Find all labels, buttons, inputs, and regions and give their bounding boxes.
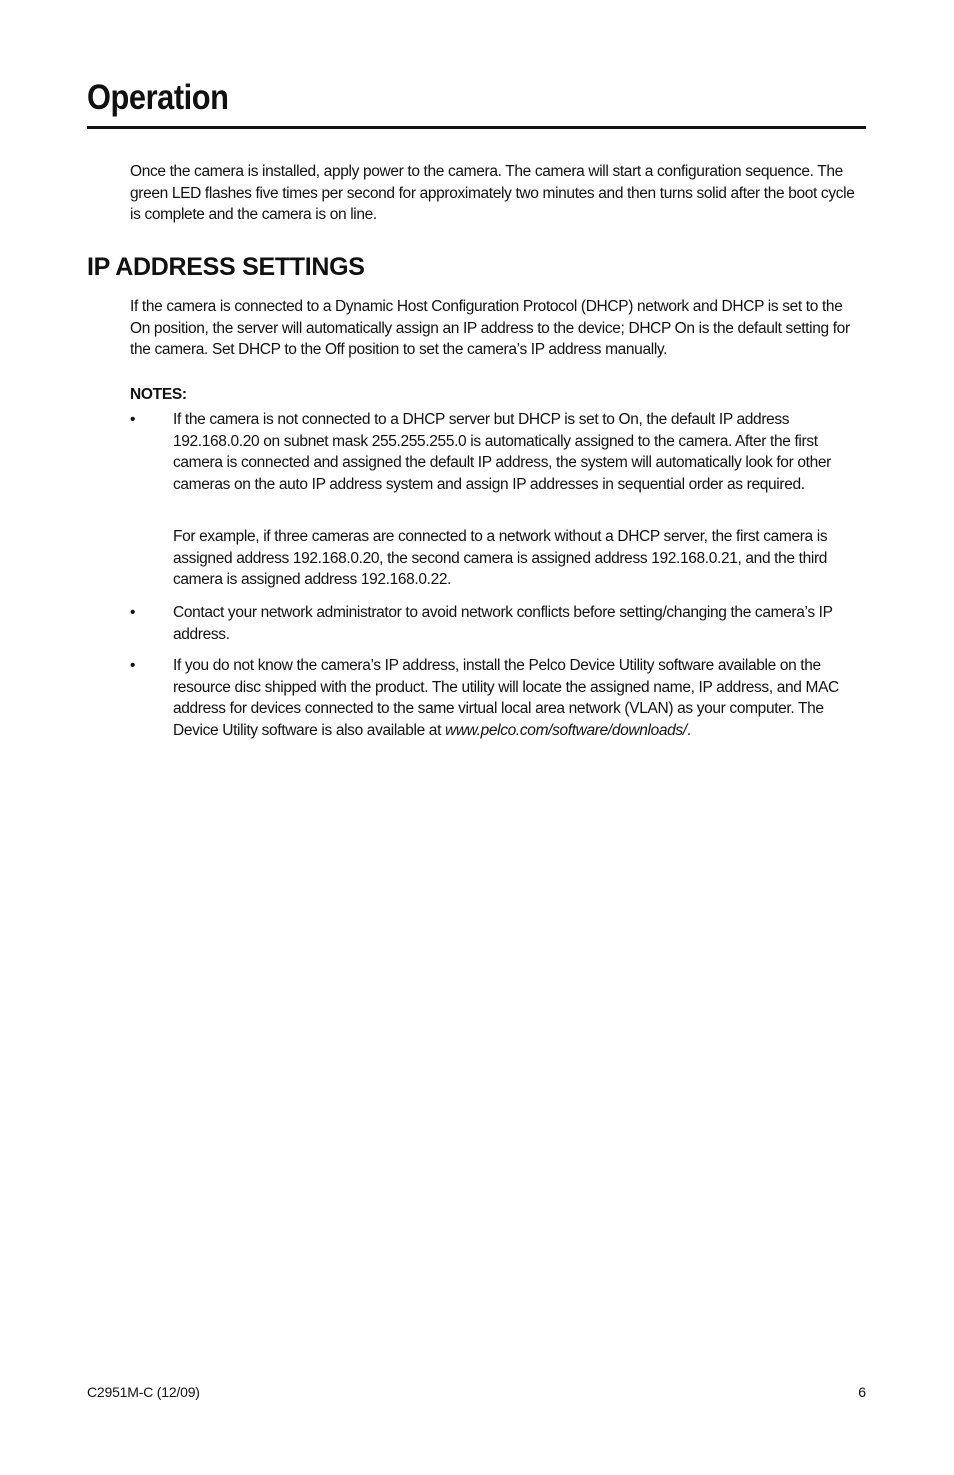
note-item-default-ip: [130, 409, 866, 594]
note-text: If the camera is not connected to a DHCP server but DHCP is set to On, the default IP address 192.168.0.20 on subnet mask 255.255.255.0 is automatically assigned to the camera. After the first camera is connected and assigned the default IP address, the system will automatically look for other cameras on the auto IP address system and assign IP addresses in sequential order as required.: [173, 411, 831, 493]
note-text: Contact your network administrator to avoid network conflicts before setting/changing the camera’s IP address.: [173, 604, 833, 643]
note-example-text: For example, if three cameras are connected to a network without a DHCP server, the first camera is assigned address 192.168.0.20, the second camera is assigned address 192.168.0.21, and the third camera is assigned address 192.168.0.22.: [173, 528, 828, 589]
title-rule: [87, 126, 866, 129]
notes-label: NOTES:: [130, 386, 187, 403]
ip-address-settings-heading: IP ADDRESS SETTINGS: [87, 253, 365, 281]
footer-page-number: 6: [858, 1384, 866, 1400]
note-item-device-utility: [130, 655, 866, 745]
footer-document-id: C2951M-C (12/09): [87, 1384, 200, 1400]
intro-paragraph: Once the camera is installed, apply power to the camera. The camera will start a configuration sequence. The green LED flashes five times per second for approximately two minutes and then turns solid after the boot cycle is complete and the camera is on line.: [130, 163, 855, 224]
note-text-end: .: [686, 721, 691, 739]
ip-settings-paragraph: If the camera is connected to a Dynamic Host Configuration Protocol (DHCP) network and DHCP is set to the On position, the server will automatically assign an IP address to the device; DHCP On is the default setting for the camera. Set DHCP to the Off position to set the camera’s IP address manually.: [130, 298, 850, 359]
downloads-link[interactable]: www.pelco.com/software/downloads/: [445, 721, 687, 739]
note-text-body: If you do not know the camera’s IP address, install the Pelco Device Utility software available on the resource disc shipped with the product. The utility will locate the assigned name, IP address, and MAC address for devices connected to the same virtual local area network (VLAN) as your computer. The Device Utility software is also available at: [173, 657, 839, 739]
page-title: Operation: [87, 78, 229, 117]
bullet-icon: •: [130, 411, 136, 428]
bullet-icon: •: [130, 657, 136, 674]
note-item-network-admin: [130, 602, 866, 646]
note-text: [173, 655, 866, 741]
bullet-icon: •: [130, 604, 136, 621]
